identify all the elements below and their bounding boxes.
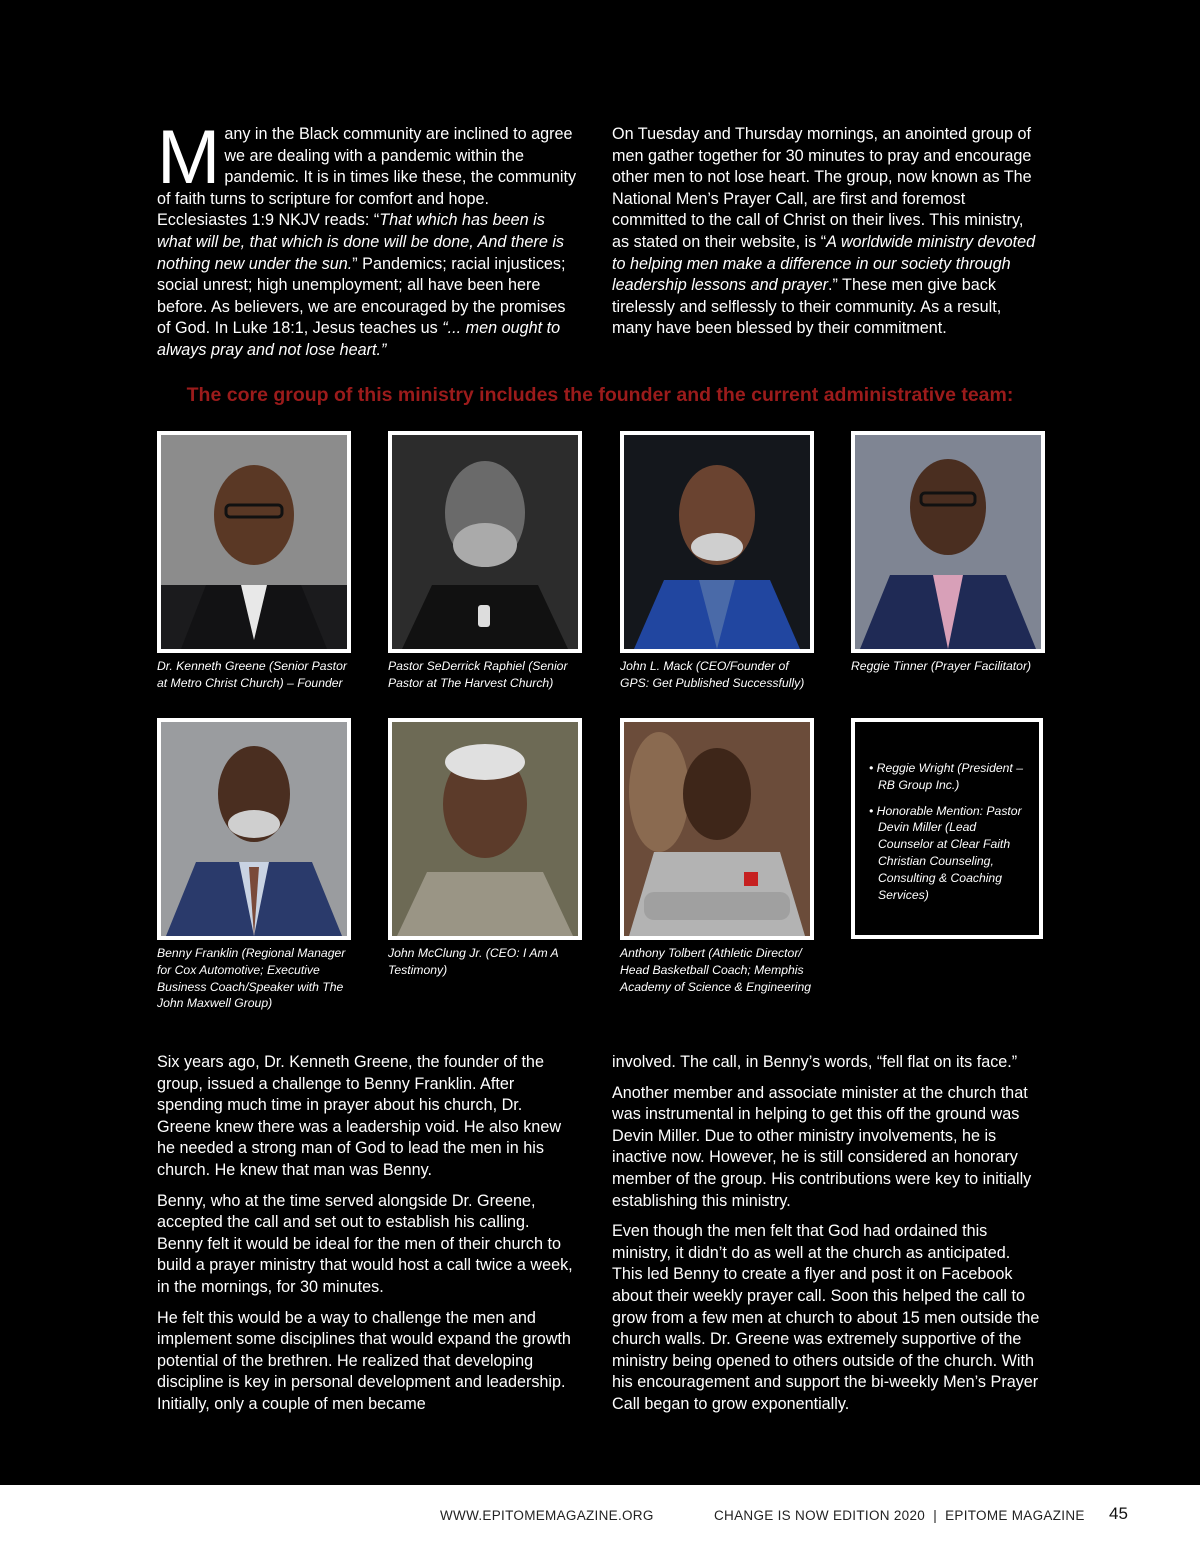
section-subheading: The core group of this ministry includes the founder and the current administrative team: — [186, 384, 1014, 406]
portrait-image — [624, 435, 810, 649]
caption-kenneth-greene: Dr. Kenneth Greene (Senior Pastor at Metro Christ Church) – Founder — [157, 659, 347, 690]
photo-reggie-tinner — [851, 431, 1045, 653]
body-paragraph: Another member and associate minister at the church that was instrumental in helping to get this off the ground was Devin Miller. Due to other ministry involvements, he is inactive now. However, he is still considered an honorary member of the group. His contributions were key to initially establishing this ministry. — [612, 1083, 1032, 1210]
website-quote: A worldwide ministry devoted to helping men make a difference in our society through leadership lessons and prayer — [612, 232, 1036, 295]
photo-kenneth-greene — [157, 431, 351, 653]
body-paragraph: He felt this would be a way to challenge the men and implement some disciplines that would expand the growth potential of the brethren. He realized that developing discipline is key in personal development and leadership. Initially, only a couple of men became — [157, 1308, 571, 1413]
page-number: 45 — [1109, 1504, 1128, 1523]
page-footer — [0, 1485, 1200, 1558]
caption-john-mcclung: John McClung Jr. (CEO: I Am A Testimony) — [388, 946, 559, 977]
photo-benny-franklin — [157, 718, 351, 940]
portrait-image — [161, 435, 347, 649]
ecclesiastes-quote: That which has been is what will be, that which is done will be done, And there is nothing new under the sun. — [157, 211, 565, 273]
photo-john-mcclung — [388, 718, 582, 940]
body-paragraph: Six years ago, Dr. Kenneth Greene, the founder of the group, issued a challenge to Benny Franklin. After spending much time in prayer about his church, Dr. Greene knew there was a leadership void. He also knew he needed a strong man of God to lead the men in his church. He knew that man was Benny. — [157, 1053, 562, 1179]
portrait-image — [624, 722, 810, 936]
caption-john-mack: John L. Mack (CEO/Founder of GPS: Get Published Successfully) — [620, 659, 805, 690]
luke-quote: “... men ought to always pray and not lose heart.” — [157, 319, 561, 359]
caption-anthony-tolbert: Anthony Tolbert (Athletic Director/ Head Basketball Coach; Memphis Academy of Science & Engineering — [620, 946, 812, 994]
additional-members-box — [851, 718, 1043, 939]
portrait-image — [392, 435, 578, 649]
footer-website-link[interactable]: WWW.EPITOMEMAGAZINE.ORG — [440, 1508, 654, 1523]
intro-right-column — [612, 124, 1044, 349]
body-left-column — [157, 1052, 577, 1425]
body-right-column — [612, 1052, 1044, 1425]
caption-sederrick-raphiel: Pastor SeDerrick Raphiel (Senior Pastor at The Harvest Church) — [388, 659, 568, 690]
additional-members-list — [855, 722, 1039, 903]
drop-cap: M — [157, 115, 221, 200]
body-paragraph: Even though the men felt that God had ordained this ministry, it didn’t do as well at the church as anticipated. This led Benny to create a flyer and post it on Facebook about their weekly prayer call. Soon this helped the call to grow from a few men at church to about 15 men outside the church walls. Dr. Greene was extremely supportive of the ministry being opened to others outside of the church. With his encouragement and support the bi-weekly Men’s Prayer Call began to grow exponentially. — [612, 1222, 1040, 1413]
intro-paragraph-right: On Tuesday and Thursday mornings, an anointed group of men gather together for 30 minutes to pray and encourage other men to not lose heart. The group, now known as The National Men’s Prayer Call, are first and foremost committed to the call of Christ on their lives. This ministry, as stated on their website, is “A worldwide ministry devoted to helping men make a difference in our society through leadership lessons and prayer.” These men give back tirelessly and selflessly to their community. As a result, many have been blessed by their commitment. — [612, 125, 1036, 338]
list-item: • Reggie Wright (President – RB Group Inc.) — [869, 761, 1023, 792]
photo-sederrick-raphiel — [388, 431, 582, 653]
portrait-image — [392, 722, 578, 936]
body-paragraph: Benny, who at the time served alongside Dr. Greene, accepted the call and set out to establish his calling. Benny felt it would be ideal for the men of their church to build a prayer ministry that would host a call twice a week, in the mornings, for 30 minutes. — [157, 1191, 573, 1296]
footer-edition: CHANGE IS NOW EDITION 2020 | EPITOME MAGAZINE — [714, 1508, 1085, 1523]
intro-paragraph-left: Many in the Black community are inclined to agree we are dealing with a pandemic within the pandemic. It is in times like these, the community of faith turns to scripture for comfort and hope. Ecclesiastes 1:9 NKJV reads: “That which has been is what will be, that which is done will be done, And there is nothing new under the sun.” Pandemics; racial injustices; social unrest; high unemployment; all have been here before. As believers, we are encouraged by the promises of God. In Luke 18:1, Jesus teaches us “... men ought to always pray and not lose heart.” — [157, 115, 577, 359]
photo-anthony-tolbert — [620, 718, 814, 940]
caption-reggie-tinner: Reggie Tinner (Prayer Facilitator) — [851, 659, 1032, 673]
caption-benny-franklin: Benny Franklin (Regional Manager for Cox Automotive; Executive Business Coach/Speaker with The John Maxwell Group) — [157, 946, 346, 1011]
list-item: • Honorable Mention: Pastor Devin Miller (Lead Counselor at Clear Faith Christian Counseling, Consulting & Coaching Services) — [869, 803, 1022, 902]
portrait-image — [161, 722, 347, 936]
body-paragraph: involved. The call, in Benny’s words, “fell flat on its face.” — [612, 1053, 1018, 1071]
photo-john-mack — [620, 431, 814, 653]
intro-left-column — [157, 115, 577, 371]
portrait-image — [855, 435, 1041, 649]
